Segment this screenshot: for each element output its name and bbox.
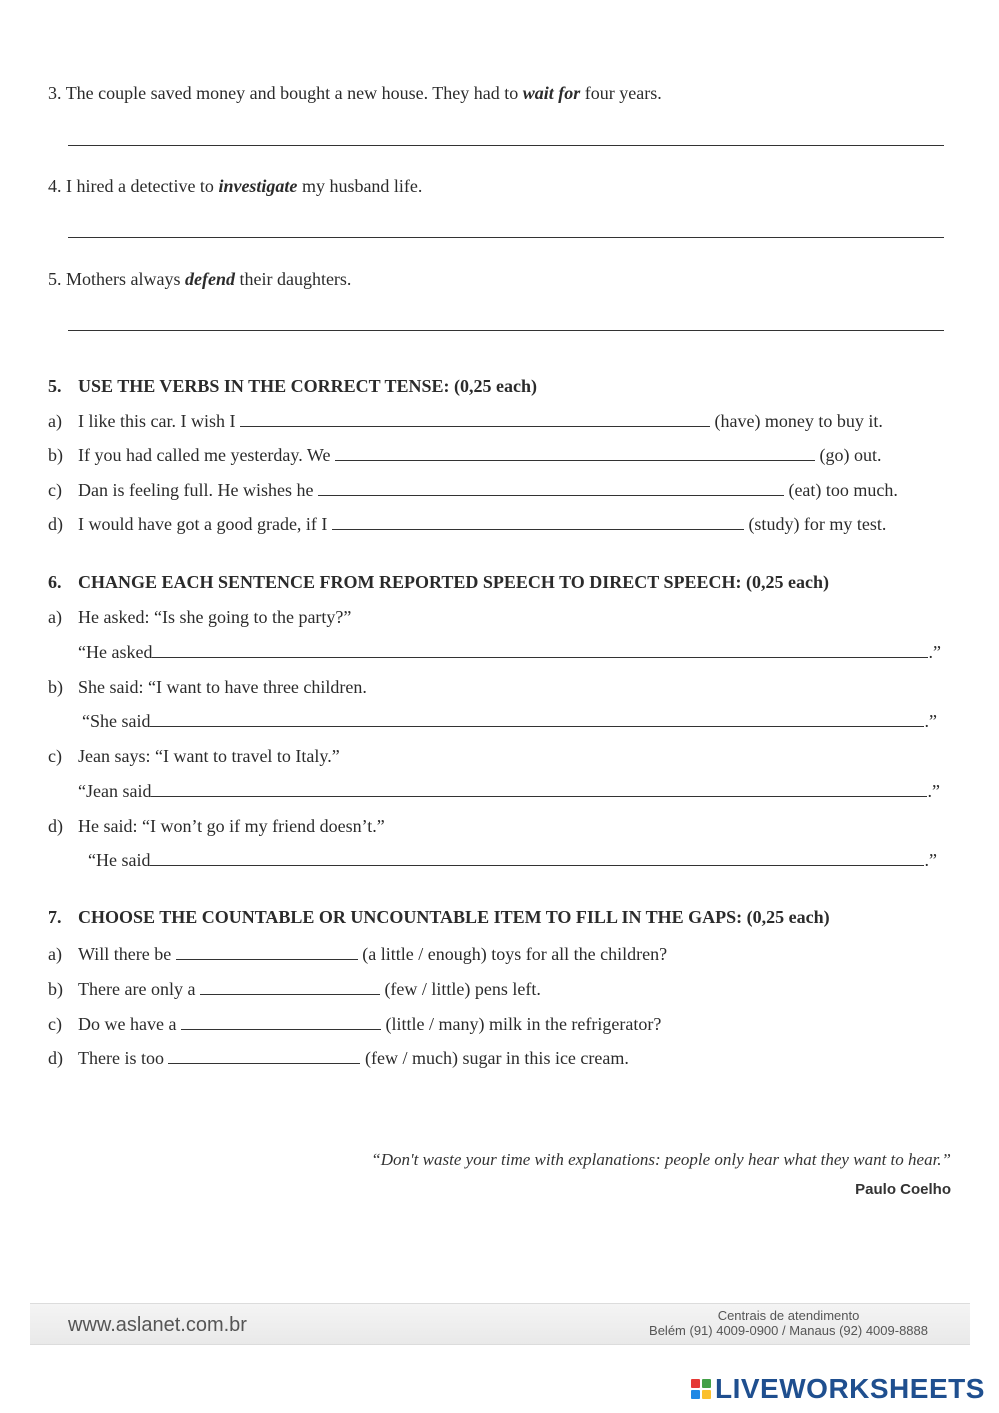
gap-item-b (78, 978, 541, 1000)
direct-speech-c (78, 780, 940, 802)
reported-sentence-d: He said: “I won’t go if my friend doesn’t.” (78, 816, 385, 836)
item-number: 3. (48, 83, 62, 103)
section-title: CHOOSE THE COUNTABLE OR UNCOUNTABLE ITEM TO FILL IN THE GAPS: (0,25 each) (78, 907, 830, 927)
section-6-heading (48, 571, 829, 593)
answer-line-5[interactable] (68, 330, 944, 331)
item-letter: a) (48, 607, 62, 627)
section-number: 6. (48, 572, 62, 592)
footer-bar (30, 1303, 970, 1345)
item-text-end: their daughters. (234, 269, 352, 289)
item-letter: b) (48, 677, 63, 697)
key-verb: investigate (218, 176, 298, 196)
logo-square-red (691, 1379, 700, 1388)
gap-item-a (78, 943, 667, 965)
item-number: 5. (48, 269, 62, 289)
quote-author: Paulo Coelho (855, 1181, 951, 1198)
item-letter: d) (48, 514, 63, 534)
answer-blank[interactable] (151, 780, 927, 797)
answer-line-3[interactable] (68, 145, 944, 146)
key-verb: wait for (522, 83, 581, 103)
answer-blank[interactable] (240, 410, 710, 427)
closing-quote: .” (927, 781, 940, 801)
reported-sentence-a: He asked: “Is she going to the party?” (78, 607, 352, 627)
answer-blank[interactable] (332, 513, 744, 530)
footer-centrais: Centrais de atendimento (717, 1308, 860, 1323)
section-7-heading (48, 906, 830, 928)
item-text: Mothers always (66, 269, 185, 289)
item-text: I hired a detective to (66, 176, 219, 196)
answer-line-4[interactable] (68, 237, 944, 238)
item-text: I like this car. I wish I (78, 411, 240, 431)
answer-blank[interactable] (176, 943, 358, 960)
item-text-end: (few / much) sugar in this ice cream. (360, 1048, 629, 1068)
item-text: Dan is feeling full. He wishes he (78, 480, 318, 500)
answer-blank[interactable] (152, 641, 928, 658)
item-text-end: (have) money to buy it. (709, 411, 883, 431)
item-text: Do we have a (78, 1014, 181, 1034)
closing-quote: .” (928, 642, 941, 662)
logo-square-blue (691, 1390, 700, 1399)
item-letter: c) (48, 480, 62, 500)
item-letter: a) (48, 944, 62, 964)
answer-blank[interactable] (318, 479, 784, 496)
item-letter: b) (48, 979, 63, 999)
gap-item-c (78, 1013, 661, 1035)
reported-sentence-c: Jean says: “I want to travel to Italy.” (78, 746, 340, 766)
key-verb: defend (184, 269, 235, 289)
item-text-end: (go) out. (814, 445, 882, 465)
prompt: “He said (88, 850, 151, 870)
footer-phones: Belém (91) 4009-0900 / Manaus (92) 4009-8888 (649, 1323, 928, 1338)
tense-item-d (78, 513, 886, 535)
answer-blank[interactable] (335, 444, 815, 461)
item-text: I would have got a good grade, if I (78, 514, 332, 534)
answer-blank[interactable] (181, 1013, 381, 1030)
liveworksheets-logo (691, 1374, 985, 1404)
item-text-end: (few / little) pens left. (379, 979, 541, 999)
footer-url[interactable]: www.aslanet.com.br (68, 1314, 247, 1336)
quote-text: “Don't waste your time with explanations: people only hear what they want to hear.” (371, 1150, 951, 1169)
closing-quote: .” (924, 711, 937, 731)
footer-contact (649, 1308, 928, 1338)
item-letter: c) (48, 746, 62, 766)
closing-quote: .” (924, 850, 937, 870)
answer-blank[interactable] (168, 1047, 360, 1064)
section-title: USE THE VERBS IN THE CORRECT TENSE: (0,25 each) (78, 376, 537, 396)
item-number: 4. (48, 176, 62, 196)
direct-speech-b (82, 710, 937, 732)
section-5-heading (48, 375, 537, 397)
direct-speech-a (78, 641, 941, 663)
tense-item-a (78, 410, 883, 432)
reported-sentence-b: She said: “I want to have three children. (78, 677, 367, 697)
prompt: “She said (82, 711, 151, 731)
section-title: CHANGE EACH SENTENCE FROM REPORTED SPEECH TO DIRECT SPEECH: (0,25 each) (78, 572, 829, 592)
item-text-end: (eat) too much. (783, 480, 898, 500)
item-letter: a) (48, 411, 62, 431)
item-text: Will there be (78, 944, 176, 964)
item-text: The couple saved money and bought a new house. They had to (65, 83, 523, 103)
item-text: If you had called me yesterday. We (78, 445, 335, 465)
item-text-end: my husband life. (297, 176, 423, 196)
item-letter: b) (48, 445, 63, 465)
direct-speech-d (88, 849, 937, 871)
item-text-end: (a little / enough) toys for all the children? (357, 944, 668, 964)
answer-blank[interactable] (200, 978, 380, 995)
liveworksheets-icon (691, 1379, 711, 1399)
item-text-end: (study) for my test. (743, 514, 887, 534)
item-letter: d) (48, 1048, 63, 1068)
section-number: 7. (48, 907, 62, 927)
item-text-end: four years. (580, 83, 662, 103)
exercise-item-5 (48, 268, 351, 290)
section-number: 5. (48, 376, 62, 396)
logo-square-yellow (702, 1390, 711, 1399)
liveworksheets-wordmark: LIVEWORKSHEETS (715, 1373, 985, 1404)
prompt: “Jean said (78, 781, 152, 801)
item-text: There are only a (78, 979, 200, 999)
answer-blank[interactable] (150, 710, 924, 727)
answer-blank[interactable] (150, 849, 924, 866)
exercise-item-3 (48, 82, 662, 104)
tense-item-b (78, 444, 881, 466)
item-letter: c) (48, 1014, 62, 1034)
item-text-end: (little / many) milk in the refrigerator? (380, 1014, 662, 1034)
item-letter: d) (48, 816, 63, 836)
item-text: There is too (78, 1048, 169, 1068)
exercise-item-4 (48, 175, 422, 197)
prompt: “He asked (78, 642, 153, 662)
tense-item-c (78, 479, 898, 501)
gap-item-d (78, 1047, 629, 1069)
logo-square-green (702, 1379, 711, 1388)
